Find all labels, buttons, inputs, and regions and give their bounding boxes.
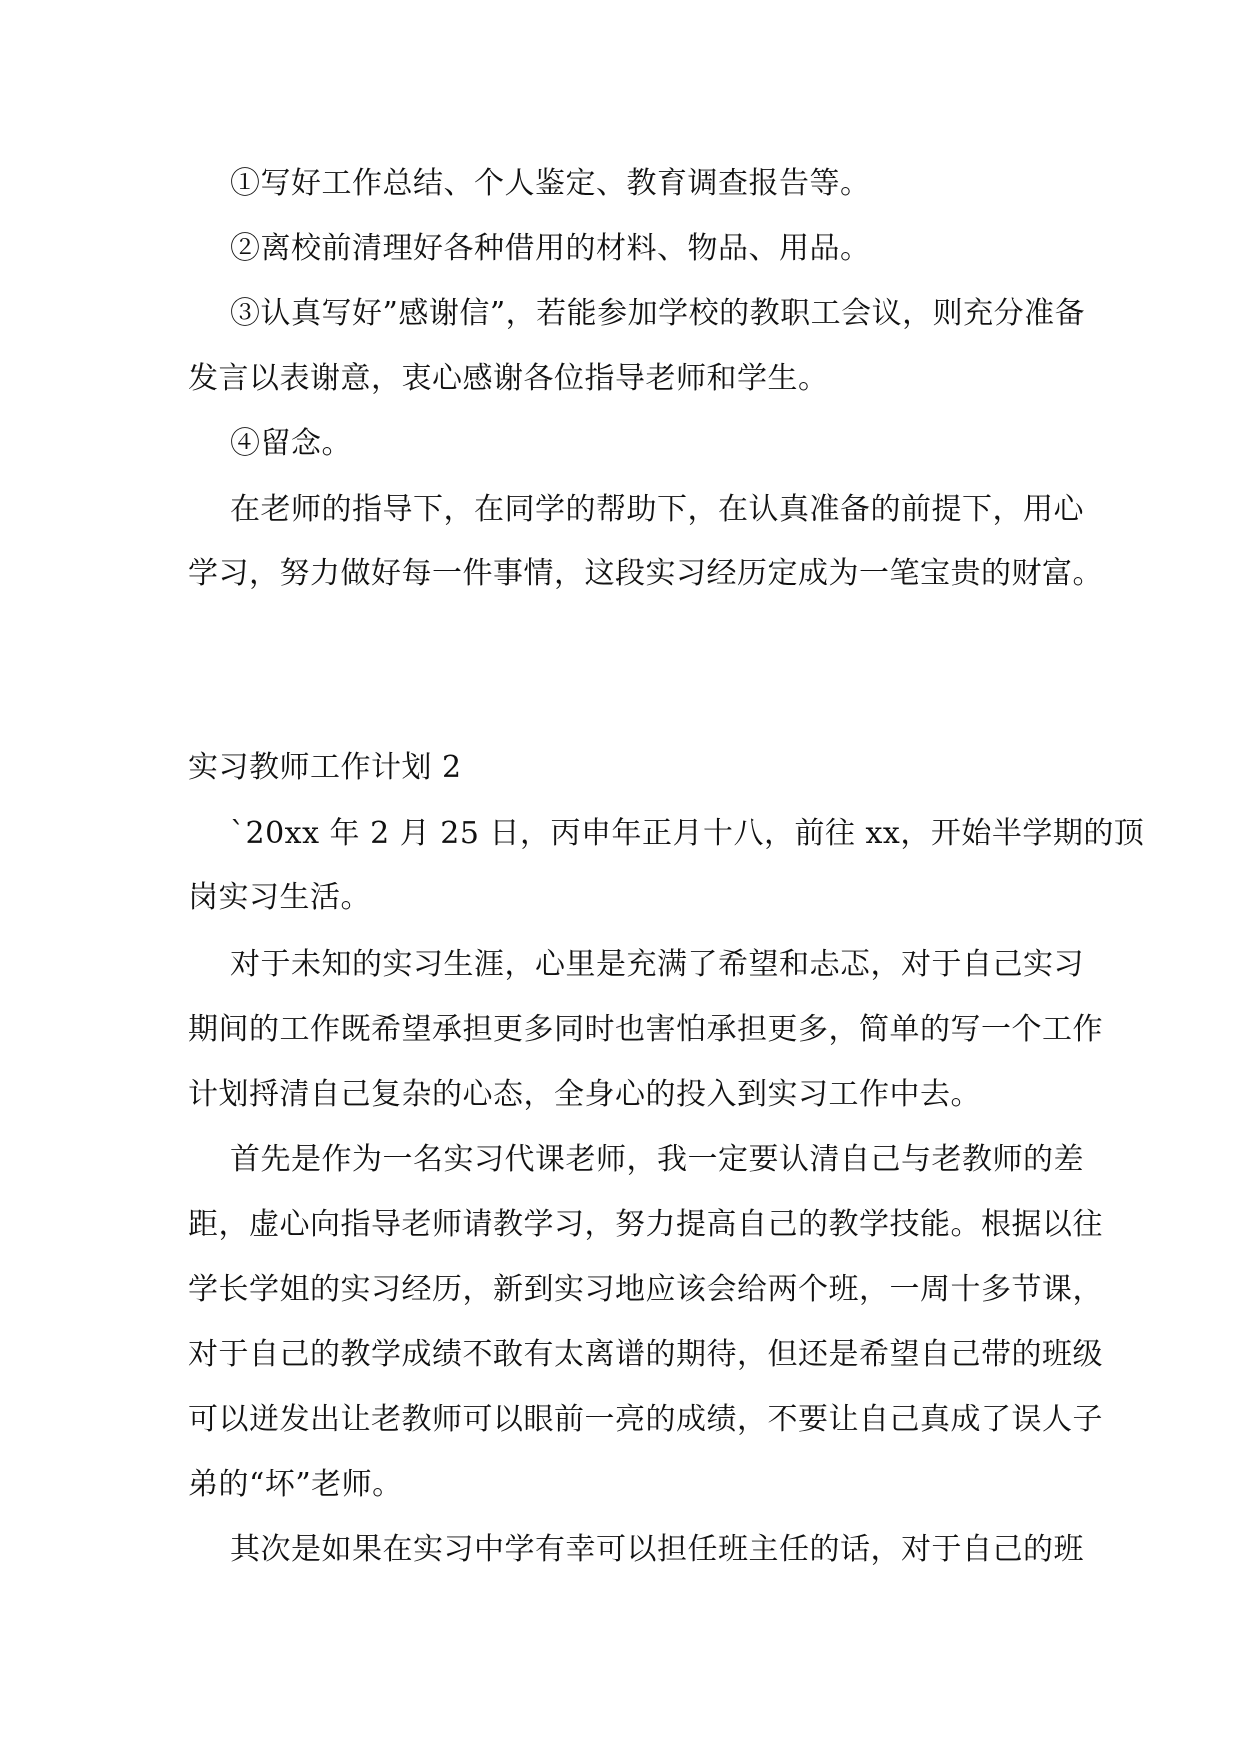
paragraph-2-line-1: 对于未知的实习生涯，心里是充满了希望和忐忑，对于自己实习: [230, 947, 1084, 982]
paragraph-3-line-2: 距，虚心向指导老师请教学习，努力提高自己的教学技能。根据以往: [188, 1207, 1103, 1242]
list-item-3-line-2: 发言以表谢意，衷心感谢各位指导老师和学生。: [188, 361, 829, 396]
section-heading: 实习教师工作计划 2: [188, 750, 462, 785]
list-item-3-line-1: ③认真写好”感谢信”，若能参加学校的教职工会议，则充分准备: [230, 296, 1086, 331]
paragraph-1-line-2: 岗实习生活。: [188, 880, 371, 915]
list-item-1: ①写好工作总结、个人鉴定、教育调查报告等。: [230, 166, 871, 201]
closing-paragraph-line-1: 在老师的指导下，在同学的帮助下，在认真准备的前提下，用心: [230, 492, 1084, 527]
list-item-2: ②离校前清理好各种借用的材料、物品、用品。: [230, 231, 871, 266]
paragraph-3-line-3: 学长学姐的实习经历，新到实习地应该会给两个班，一周十多节课，: [188, 1272, 1103, 1307]
list-item-4: ④留念。: [230, 426, 352, 461]
paragraph-2-line-3: 计划捋清自己复杂的心态，全身心的投入到实习工作中去。: [188, 1077, 981, 1112]
closing-paragraph-line-2: 学习，努力做好每一件事情，这段实习经历定成为一笔宝贵的财富。: [188, 556, 1103, 591]
paragraph-3-line-1: 首先是作为一名实习代课老师，我一定要认清自己与老教师的差: [230, 1142, 1084, 1177]
paragraph-1-line-1: `20xx 年 2 月 25 日，丙申年正月十八，前往 xx，开始半学期的顶: [230, 816, 1145, 851]
paragraph-2-line-2: 期间的工作既希望承担更多同时也害怕承担更多，简单的写一个工作: [188, 1012, 1103, 1047]
paragraph-3-line-5: 可以迸发出让老教师可以眼前一亮的成绩，不要让自己真成了误人子: [188, 1402, 1103, 1437]
paragraph-3-line-4: 对于自己的教学成绩不敢有太离谱的期待，但还是希望自己带的班级: [188, 1337, 1103, 1372]
paragraph-3-line-6: 弟的“坏”老师。: [188, 1467, 403, 1502]
paragraph-4-line-1: 其次是如果在实习中学有幸可以担任班主任的话，对于自己的班: [230, 1532, 1084, 1567]
